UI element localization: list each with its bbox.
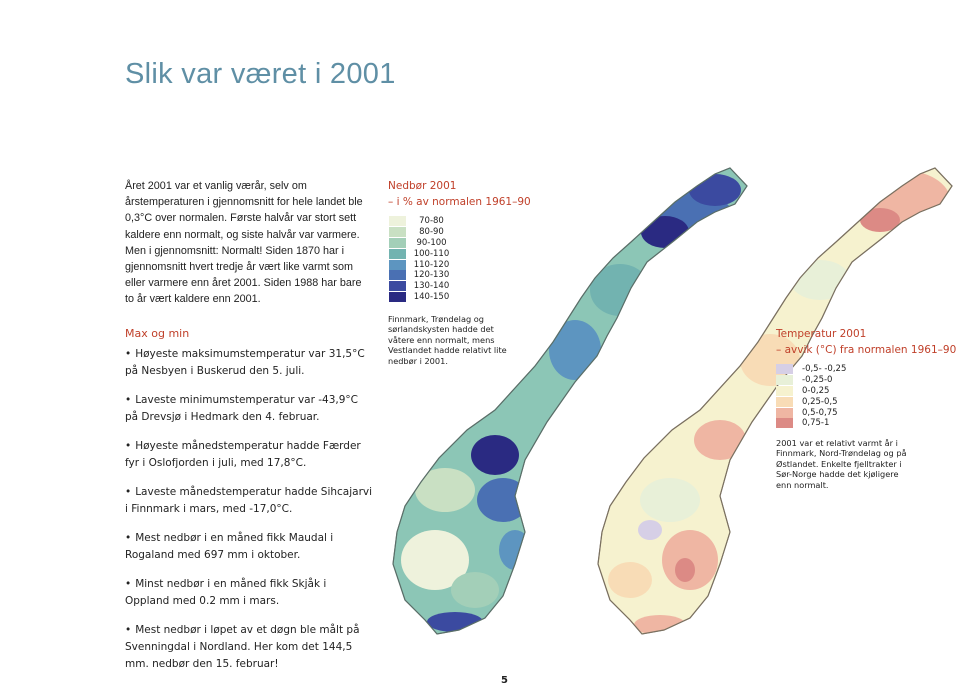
precipitation-title-line1: Nedbør 2001 [388, 180, 457, 192]
page-number: 5 [501, 675, 508, 686]
precipitation-title [388, 178, 531, 210]
page-title: Slik var været i 2001 [125, 58, 396, 90]
legend-label: 0,5-0,75 [802, 407, 838, 418]
max-min-section [125, 327, 373, 685]
list-item [125, 576, 373, 610]
list-item [125, 346, 373, 380]
legend-label: -0,5- -0,25 [802, 364, 847, 374]
list-item-text: Minst nedbør i en måned fikk Skjåk i Oppland med 0.2 mm i mars. [125, 578, 327, 607]
list-item-text: Mest nedbør i løpet av et døgn ble målt på Svenningdal i Nordland. Her kom det 144,5 mm. nedbør den 15. februar! [125, 624, 360, 670]
legend-swatch [776, 397, 793, 407]
legend-swatch [776, 375, 793, 385]
legend-label: 130-140 [413, 281, 450, 292]
list-item-text: Laveste månedstemperatur hadde Sihcajarvi i Finnmark i mars, med -17,0°C. [125, 486, 373, 515]
list-item [125, 530, 373, 564]
temperature-title [776, 326, 956, 358]
list-item-text: Høyeste månedstemperatur hadde Færder fyr i Oslofjorden i juli, med 17,8°C. [125, 440, 361, 469]
legend-swatch [776, 386, 793, 396]
temperature-title-line2: – avvik (°C) fra normalen 1961–90 [776, 344, 957, 356]
legend-label: 80-90 [419, 226, 444, 237]
legend-label: 120-130 [413, 270, 450, 281]
legend-label: -0,25-0 [802, 374, 833, 385]
legend-label: 0,25-0,5 [802, 396, 838, 407]
legend-label: 110-120 [413, 259, 450, 270]
max-min-list [125, 346, 373, 673]
bullet-icon: • [125, 440, 132, 452]
precipitation-title-line2: – i % av normalen 1961–90 [388, 196, 531, 208]
list-item [125, 622, 373, 673]
list-item-text: Laveste minimumstemperatur var -43,9°C på Drevsjø i Hedmark den 4. februar. [125, 394, 359, 423]
list-item [125, 484, 373, 518]
list-item [125, 392, 373, 426]
temperature-note: 2001 var et relativt varmt år i Finnmark, Nord-Trøndelag og på Østlandet. Enkelte fjelltrakter i Sør-Norge hadde det kjøligere enn normalt. [776, 438, 907, 490]
bullet-icon: • [125, 532, 132, 544]
intro-paragraph: Året 2001 var et vanlig værår, selv om årstemperaturen i gjennomsnitt for hele landet ble 0,3°C over normalen. Første halvår var stort sett kaldere enn normalt, og siste halvår var varmere. Men i gjennomsnitt: Normalt! Siden 1870 har i gjennomsnitt hvert tredje år vært like varmt som eller varmere enn året 2001. Siden 1988 har bare to år vært kaldere enn 2001. [125, 180, 363, 306]
legend-label: 70-80 [419, 216, 444, 226]
legend-label: 90-100 [416, 237, 447, 248]
legend-label: 140-150 [413, 292, 450, 303]
legend-swatch [776, 364, 793, 374]
bullet-icon: • [125, 578, 132, 590]
legend-swatch [776, 418, 793, 428]
bullet-icon: • [125, 624, 132, 636]
list-item-text: Mest nedbør i en måned fikk Maudal i Rogaland med 697 mm i oktober. [125, 532, 334, 561]
precipitation-note: Finnmark, Trøndelag og sørlandskysten hadde det våtere enn normalt, mens Vestlandet hadde relativt lite nedbør i 2001. [388, 314, 507, 366]
temperature-map [580, 160, 959, 650]
list-item-text: Høyeste maksimumstemperatur var 31,5°C på Nesbyen i Buskerud den 5. juli. [125, 348, 365, 377]
legend-label: 0-0,25 [802, 385, 830, 396]
bullet-icon: • [125, 486, 132, 498]
bullet-icon: • [125, 394, 132, 406]
max-min-heading: Max og min [125, 327, 190, 340]
bullet-icon: • [125, 348, 132, 360]
legend-swatch [776, 408, 793, 418]
legend-label: 0,75-1 [802, 418, 830, 429]
temperature-title-line1: Temperatur 2001 [776, 328, 867, 340]
legend-label: 100-110 [413, 248, 450, 259]
list-item [125, 438, 373, 472]
